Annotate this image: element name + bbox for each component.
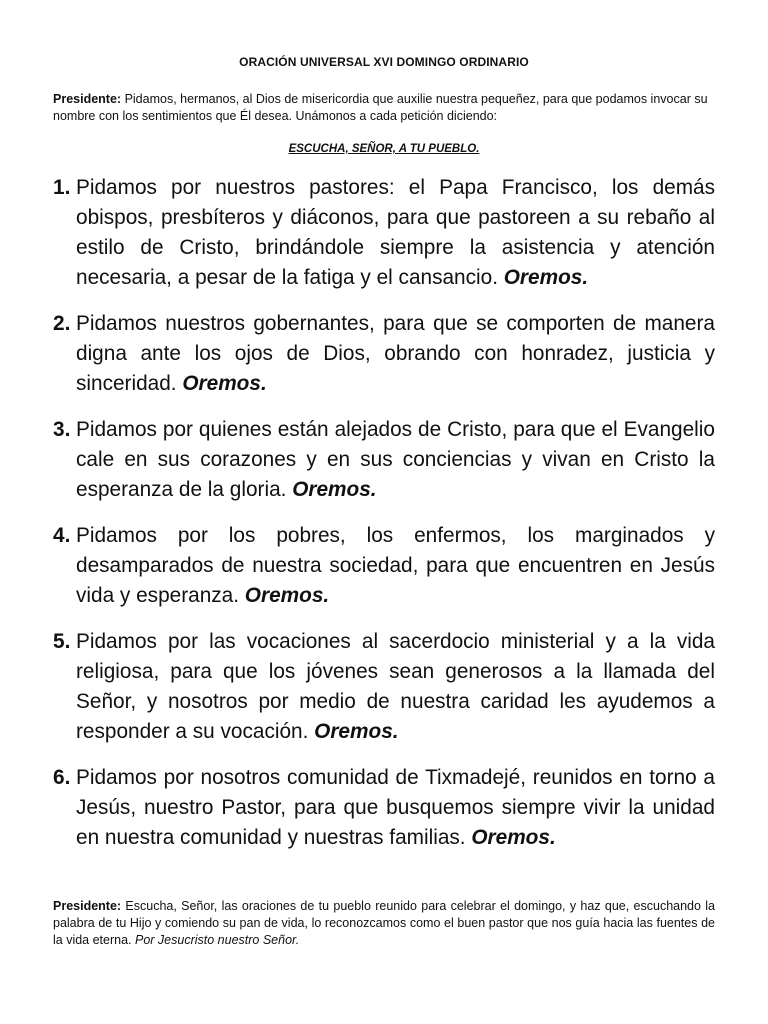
petition-number: 6. <box>53 766 71 789</box>
petition-ending: Oremos. <box>244 584 330 607</box>
document-title: ORACIÓN UNIVERSAL XVI DOMINGO ORDINARIO <box>239 55 529 69</box>
petition-text: Pidamos por nosotros comunidad de Tixmadejé, reunidos en torno a Jesús, nuestro Pastor, para que busquemos siempre vivir la unidad en nuestra comunidad y nuestras familias. <box>76 766 715 849</box>
intro-label: Presidente: <box>53 92 122 106</box>
petition-number: 1. <box>53 176 71 199</box>
closing-label: Presidente: <box>53 899 122 913</box>
petition-text: Pidamos nuestros gobernantes, para que se comporten de manera digna ante los ojos de Dios, obrando con honradez, justicia y sinceridad. <box>76 312 715 395</box>
petition-ending: Oremos. <box>292 478 377 501</box>
petition-number: 2. <box>53 312 71 335</box>
petitions-list <box>53 173 715 869</box>
petition-text: Pidamos por las vocaciones al sacerdocio ministerial y a la vida religiosa, para que los jóvenes sean generosos a la llamada del Señor, y nosotros por medio de nuestra caridad les ayudemos a responder a su vocación. <box>76 630 715 743</box>
petition-item-1 <box>53 173 715 293</box>
petition-item-3 <box>53 415 715 505</box>
petition-item-4 <box>53 521 715 611</box>
closing-prayer <box>53 898 715 949</box>
petition-number: 5. <box>53 630 71 653</box>
intro-text: Pidamos, hermanos, al Dios de misericordia que auxilie nuestra pequeñez, para que podamos invocar su nombre con los sentimientos que Él desea. Unámonos a cada petición diciendo: <box>53 92 708 123</box>
closing-ending: Por Jesucristo nuestro Señor. <box>135 933 300 947</box>
closing-text: Escucha, Señor, las oraciones de tu pueblo reunido para celebrar el domingo, y haz que, escuchando la palabra de tu Hijo y comiendo su pan de vida, lo reconozcamos como el buen pastor que nos guía hacia las fuentes de la vida eterna. <box>53 899 715 947</box>
petition-text: Pidamos por los pobres, los enfermos, los marginados y desamparados de nuestra sociedad, para que encuentren en Jesús vida y esperanza. <box>76 524 715 607</box>
petition-text: Pidamos por nuestros pastores: el Papa Francisco, los demás obispos, presbíteros y diáconos, para que pastoreen a su rebaño al estilo de Cristo, brindándole siempre la asistencia y atención necesaria, a pesar de la fatiga y el cansancio. <box>76 176 715 289</box>
petition-ending: Oremos. <box>182 372 267 395</box>
petition-item-5 <box>53 627 715 747</box>
petition-ending: Oremos. <box>314 720 399 743</box>
petition-number: 3. <box>53 418 71 441</box>
petition-item-2 <box>53 309 715 399</box>
intro-paragraph <box>53 91 721 125</box>
petition-ending: Oremos. <box>471 826 556 849</box>
response-refrain: ESCUCHA, SEÑOR, A TU PUEBLO. <box>288 143 480 155</box>
petition-ending: Oremos. <box>503 266 589 289</box>
petition-item-6 <box>53 763 715 853</box>
petition-text: Pidamos por quienes están alejados de Cristo, para que el Evangelio cale en sus corazones y en sus conciencias y vivan en Cristo la esperanza de la gloria. <box>76 418 715 501</box>
petition-number: 4. <box>53 524 71 547</box>
